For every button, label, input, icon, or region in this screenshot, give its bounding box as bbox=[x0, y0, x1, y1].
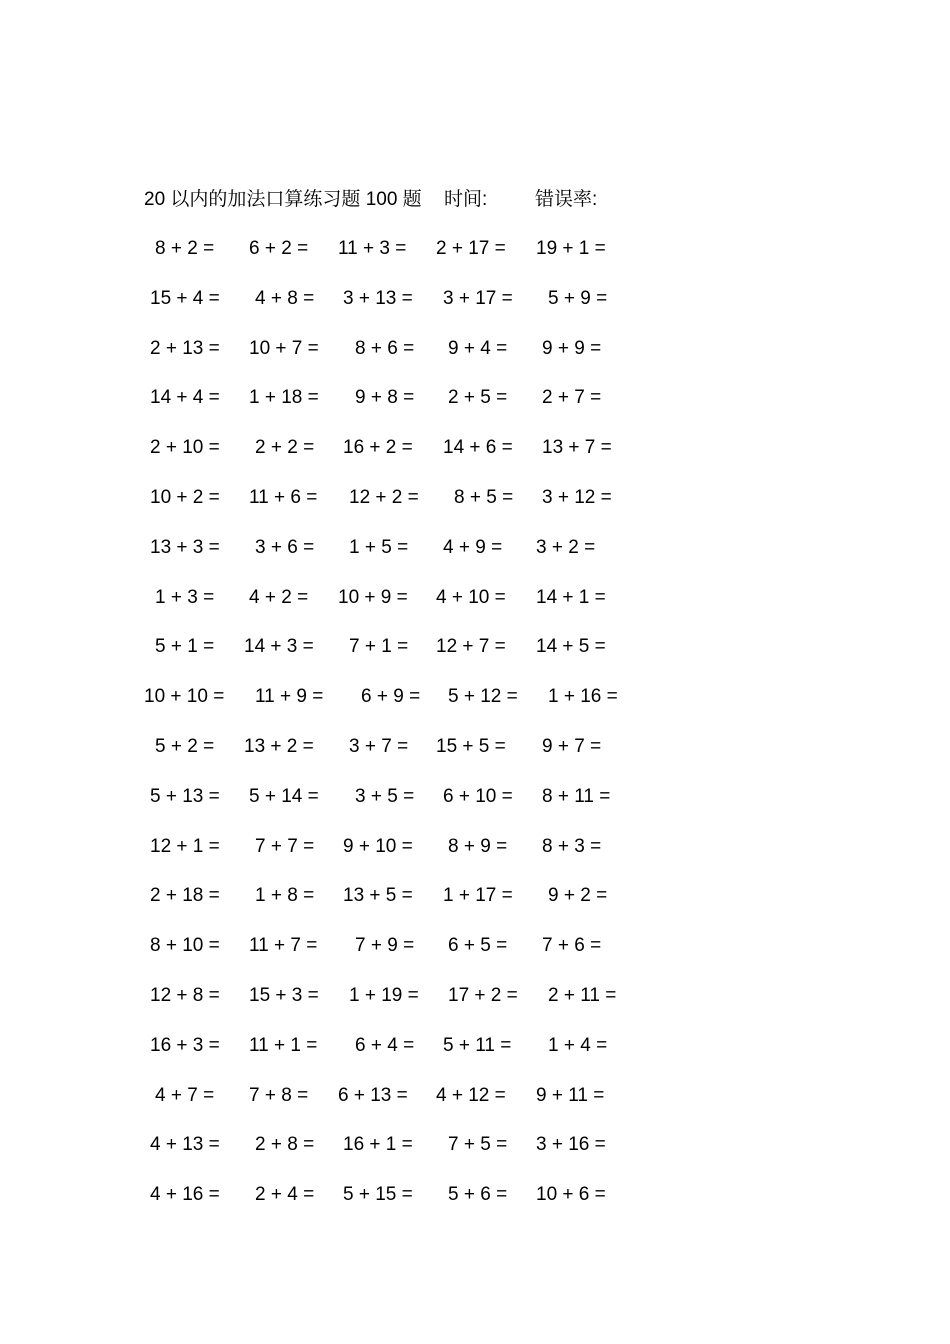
problem-r8-c1: 1 + 3 = bbox=[155, 587, 215, 608]
problem-r20-c2: 2 + 4 = bbox=[255, 1184, 315, 1205]
problem-r19-c3: 16 + 1 = bbox=[343, 1134, 413, 1155]
problem-r4-c1: 14 + 4 = bbox=[150, 387, 220, 408]
problem-r4-c5: 2 + 7 = bbox=[542, 387, 602, 408]
problem-r6-c1: 10 + 2 = bbox=[150, 487, 220, 508]
problem-r15-c5: 7 + 6 = bbox=[542, 935, 602, 956]
problem-r12-c3: 3 + 5 = bbox=[355, 786, 415, 807]
problem-r1-c4: 2 + 17 = bbox=[436, 238, 506, 259]
problem-r11-c3: 3 + 7 = bbox=[349, 736, 409, 757]
problem-r20-c5: 10 + 6 = bbox=[536, 1184, 606, 1205]
problem-r10-c1: 10 + 10 = bbox=[144, 686, 225, 707]
problem-r3-c3: 8 + 6 = bbox=[355, 338, 415, 359]
problem-r16-c3: 1 + 19 = bbox=[349, 985, 419, 1006]
problem-r1-c2: 6 + 2 = bbox=[249, 238, 309, 259]
problem-r19-c1: 4 + 13 = bbox=[150, 1134, 220, 1155]
problem-r4-c3: 9 + 8 = bbox=[355, 387, 415, 408]
problem-r11-c1: 5 + 2 = bbox=[155, 736, 215, 757]
problem-r17-c1: 16 + 3 = bbox=[150, 1035, 220, 1056]
problem-r13-c5: 8 + 3 = bbox=[542, 836, 602, 857]
problem-r5-c1: 2 + 10 = bbox=[150, 437, 220, 458]
problem-r2-c1: 15 + 4 = bbox=[150, 288, 220, 309]
problem-r7-c5: 3 + 2 = bbox=[536, 537, 596, 558]
problem-r10-c5: 1 + 16 = bbox=[548, 686, 618, 707]
problem-r16-c2: 15 + 3 = bbox=[249, 985, 319, 1006]
problem-r16-c4: 17 + 2 = bbox=[448, 985, 518, 1006]
problem-r15-c4: 6 + 5 = bbox=[448, 935, 508, 956]
problem-r16-c5: 2 + 11 = bbox=[548, 985, 617, 1006]
problem-r6-c2: 11 + 6 = bbox=[249, 487, 318, 508]
problem-r20-c3: 5 + 15 = bbox=[343, 1184, 413, 1205]
problem-r10-c3: 6 + 9 = bbox=[361, 686, 421, 707]
problem-r5-c3: 16 + 2 = bbox=[343, 437, 413, 458]
problem-r8-c5: 14 + 1 = bbox=[536, 587, 606, 608]
error-rate-label: 错误率: bbox=[535, 189, 598, 210]
problem-r3-c2: 10 + 7 = bbox=[249, 338, 319, 359]
problem-r1-c1: 8 + 2 = bbox=[155, 238, 215, 259]
problem-r13-c1: 12 + 1 = bbox=[150, 836, 220, 857]
problem-r13-c4: 8 + 9 = bbox=[448, 836, 508, 857]
problem-r14-c2: 1 + 8 = bbox=[255, 885, 315, 906]
problem-r15-c2: 11 + 7 = bbox=[249, 935, 318, 956]
problem-r7-c2: 3 + 6 = bbox=[255, 537, 315, 558]
problem-r7-c1: 13 + 3 = bbox=[150, 537, 220, 558]
worksheet-title: 20 以内的加法口算练习题 100 题 bbox=[144, 189, 422, 210]
problem-r18-c1: 4 + 7 = bbox=[155, 1085, 215, 1106]
problem-r5-c5: 13 + 7 = bbox=[542, 437, 612, 458]
problem-r5-c2: 2 + 2 = bbox=[255, 437, 315, 458]
problem-r14-c1: 2 + 18 = bbox=[150, 885, 220, 906]
problem-r14-c3: 13 + 5 = bbox=[343, 885, 413, 906]
problem-r4-c4: 2 + 5 = bbox=[448, 387, 508, 408]
problem-r7-c4: 4 + 9 = bbox=[443, 537, 503, 558]
problem-r11-c5: 9 + 7 = bbox=[542, 736, 602, 757]
problem-r2-c5: 5 + 9 = bbox=[548, 288, 608, 309]
problem-r18-c4: 4 + 12 = bbox=[436, 1085, 506, 1106]
problem-r10-c2: 11 + 9 = bbox=[255, 686, 324, 707]
problem-r18-c2: 7 + 8 = bbox=[249, 1085, 309, 1106]
problem-r2-c3: 3 + 13 = bbox=[343, 288, 413, 309]
problem-r18-c3: 6 + 13 = bbox=[338, 1085, 408, 1106]
problem-r3-c4: 9 + 4 = bbox=[448, 338, 508, 359]
problem-r3-c1: 2 + 13 = bbox=[150, 338, 220, 359]
problem-r19-c2: 2 + 8 = bbox=[255, 1134, 315, 1155]
problem-r11-c4: 15 + 5 = bbox=[436, 736, 506, 757]
problem-r13-c2: 7 + 7 = bbox=[255, 836, 315, 857]
problem-r14-c4: 1 + 17 = bbox=[443, 885, 513, 906]
problem-r17-c2: 11 + 1 = bbox=[249, 1035, 318, 1056]
problem-r20-c4: 5 + 6 = bbox=[448, 1184, 508, 1205]
problem-r11-c2: 13 + 2 = bbox=[244, 736, 314, 757]
problem-r1-c5: 19 + 1 = bbox=[536, 238, 606, 259]
problem-r8-c3: 10 + 9 = bbox=[338, 587, 408, 608]
problem-r19-c5: 3 + 16 = bbox=[536, 1134, 606, 1155]
problem-r17-c5: 1 + 4 = bbox=[548, 1035, 608, 1056]
problem-r12-c4: 6 + 10 = bbox=[443, 786, 513, 807]
problem-r9-c4: 12 + 7 = bbox=[436, 636, 506, 657]
problem-r12-c2: 5 + 14 = bbox=[249, 786, 319, 807]
problem-r8-c4: 4 + 10 = bbox=[436, 587, 506, 608]
problem-r13-c3: 9 + 10 = bbox=[343, 836, 413, 857]
problem-r9-c3: 7 + 1 = bbox=[349, 636, 409, 657]
problem-r15-c3: 7 + 9 = bbox=[355, 935, 415, 956]
problem-r9-c2: 14 + 3 = bbox=[244, 636, 314, 657]
time-label: 时间: bbox=[444, 189, 488, 210]
problem-r17-c4: 5 + 11 = bbox=[443, 1035, 512, 1056]
problem-r20-c1: 4 + 16 = bbox=[150, 1184, 220, 1205]
problem-r8-c2: 4 + 2 = bbox=[249, 587, 309, 608]
problem-r15-c1: 8 + 10 = bbox=[150, 935, 220, 956]
problem-r2-c4: 3 + 17 = bbox=[443, 288, 513, 309]
problem-r12-c1: 5 + 13 = bbox=[150, 786, 220, 807]
problem-r16-c1: 12 + 8 = bbox=[150, 985, 220, 1006]
problem-r12-c5: 8 + 11 = bbox=[542, 786, 611, 807]
problem-r9-c5: 14 + 5 = bbox=[536, 636, 606, 657]
problem-r17-c3: 6 + 4 = bbox=[355, 1035, 415, 1056]
problem-r6-c5: 3 + 12 = bbox=[542, 487, 612, 508]
problem-r3-c5: 9 + 9 = bbox=[542, 338, 602, 359]
problem-r19-c4: 7 + 5 = bbox=[448, 1134, 508, 1155]
problem-r2-c2: 4 + 8 = bbox=[255, 288, 315, 309]
problem-r4-c2: 1 + 18 = bbox=[249, 387, 319, 408]
problem-r6-c3: 12 + 2 = bbox=[349, 487, 419, 508]
problem-r10-c4: 5 + 12 = bbox=[448, 686, 518, 707]
problem-r6-c4: 8 + 5 = bbox=[454, 487, 514, 508]
problem-r14-c5: 9 + 2 = bbox=[548, 885, 608, 906]
problem-r18-c5: 9 + 11 = bbox=[536, 1085, 605, 1106]
problem-r7-c3: 1 + 5 = bbox=[349, 537, 409, 558]
problem-r1-c3: 11 + 3 = bbox=[338, 238, 407, 259]
problem-r9-c1: 5 + 1 = bbox=[155, 636, 215, 657]
problem-r5-c4: 14 + 6 = bbox=[443, 437, 513, 458]
